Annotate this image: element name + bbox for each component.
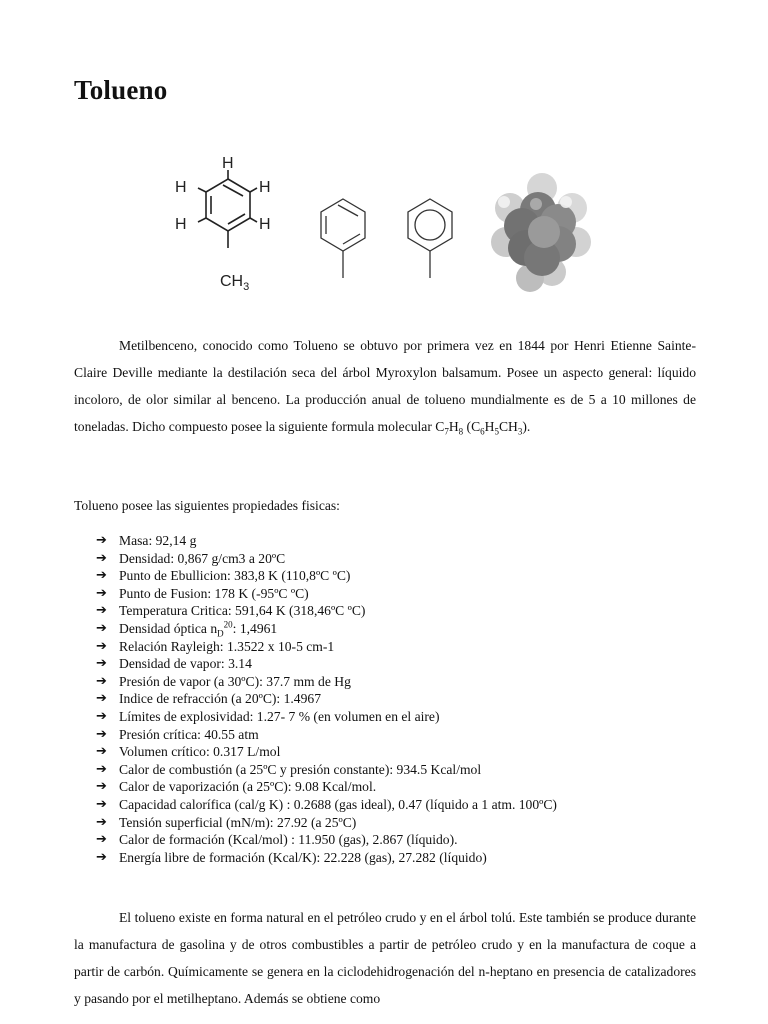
h-label-left-bottom: H <box>175 216 187 233</box>
arrow-bullet-icon: ➔ <box>96 568 107 584</box>
arrow-bullet-icon: ➔ <box>96 744 107 760</box>
h-label-right-top: H <box>259 179 271 196</box>
arrow-bullet-icon: ➔ <box>96 796 107 812</box>
arrow-bullet-icon: ➔ <box>96 832 107 848</box>
arrow-bullet-icon: ➔ <box>96 533 107 548</box>
list-item: ➔ Capacidad calorífica (cal/g K) : 0.2688 (gas ideal), 0.47 (líquido a 1 atm. 100ºC) <box>96 796 557 812</box>
h-label-top: H <box>222 155 234 172</box>
arrow-bullet-icon: ➔ <box>96 691 107 707</box>
list-item: ➔ Calor de vaporización (a 25ºC): 9.08 Kcal/mol. <box>96 779 377 795</box>
list-item: ➔ Calor de formación (Kcal/mol) : 11.950 (gas), 2.867 (líquido). <box>96 832 458 848</box>
list-item: ➔ Temperatura Critica: 591,64 K (318,46ºC ºC) <box>96 603 366 619</box>
h-label-right-bottom: H <box>259 216 271 233</box>
arrow-bullet-icon: ➔ <box>96 585 107 601</box>
kekule-skeletal <box>321 199 365 278</box>
list-item: ➔ Presión crítica: 40.55 atm <box>96 726 259 742</box>
arrow-bullet-icon: ➔ <box>96 673 107 689</box>
toluene-structures-svg <box>160 152 600 302</box>
arrow-bullet-icon: ➔ <box>96 620 107 636</box>
properties-list <box>96 532 716 866</box>
arrow-bullet-icon: ➔ <box>96 656 107 672</box>
list-item: ➔ Tensión superficial (mN/m): 27.92 (a 25ºC) <box>96 814 357 830</box>
paragraph-intro: Metilbenceno, conocido como Tolueno se obtuvo por primera vez en 1844 por Henri Etienne Sainte-Claire Deville mediante la destilación seca del árbol Myroxylon balsamum. Posee un aspecto general: líquido incoloro, de olor similar al benceno. La producción anual de tolueno mundialmente es de 5 a 10 millones de toneladas. Dicho compuesto posee la siguiente formula molecular $C_7H_8$ $(C_6H_5CH_3)$. <box>74 338 696 437</box>
arrow-bullet-icon: ➔ <box>96 638 107 654</box>
arrow-bullet-icon: ➔ <box>96 550 107 566</box>
list-item: ➔ Masa: 92,14 g <box>96 533 197 548</box>
paragraph-natural-sources: El tolueno existe en forma natural en el petróleo crudo y en el árbol tolú. Este también se produce durante la manufactura de gasolina y de otros combustibles a partir de petróleo crudo y en la manufactura de coque a partir de carbón. Químicamente se genera en la ciclodehidrogenación del n-heptano en presencia de catalizadores y pasando por el metilheptano. Además se obtiene como <box>74 910 696 1006</box>
list-item: ➔ Presión de vapor (a 30ºC): 37.7 mm de Hg <box>96 673 351 689</box>
list-item: ➔ Punto de Fusion: 178 K (-95ºC ºC) <box>96 585 309 601</box>
arrow-bullet-icon: ➔ <box>96 603 107 619</box>
list-item: ➔ Límites de explosividad: 1.27- 7 % (en volumen en el aire) <box>96 708 440 724</box>
list-item: ➔ Calor de combustión (a 25ºC y presión constante): 934.5 Kcal/mol <box>96 761 482 777</box>
arrow-bullet-icon: ➔ <box>96 779 107 795</box>
toluene-structure-figures <box>160 152 600 302</box>
list-item: ➔ Volumen crítico: 0.317 L/mol <box>96 744 281 760</box>
list-item: ➔ Indice de refracción (a 20ºC): 1.4967 <box>96 691 321 707</box>
aromatic-skeletal <box>408 199 452 278</box>
document-title: Tolueno <box>74 75 168 105</box>
space-filling-model <box>491 173 591 292</box>
arrow-bullet-icon: ➔ <box>96 726 107 742</box>
arrow-bullet-icon: ➔ <box>96 708 107 724</box>
list-item: ➔ Relación Rayleigh: 1.3522 x 10-5 cm-1 <box>96 638 335 654</box>
h-label-left-top: H <box>175 179 187 196</box>
properties-intro: Tolueno posee las siguientes propiedades fisicas: <box>74 498 340 513</box>
arrow-bullet-icon: ➔ <box>96 761 107 777</box>
list-item: ➔ Densidad óptica $n_D^{20}$: 1,4961 <box>96 619 278 639</box>
list-item: ➔ Densidad de vapor: 3.14 <box>96 656 252 672</box>
list-item: ➔ Densidad: 0,867 g/cm3 a 20ºC <box>96 550 286 566</box>
structural-formula <box>198 170 257 248</box>
list-item: ➔ Energía libre de formación (Kcal/K): 22.228 (gas), 27.282 (líquido) <box>96 849 487 865</box>
arrow-bullet-icon: ➔ <box>96 814 107 830</box>
ch3-label: $CH_3$ <box>220 273 250 293</box>
arrow-bullet-icon: ➔ <box>96 849 107 865</box>
list-item: ➔ Punto de Ebullicion: 383,8 K (110,8ºC ºC) <box>96 568 351 584</box>
